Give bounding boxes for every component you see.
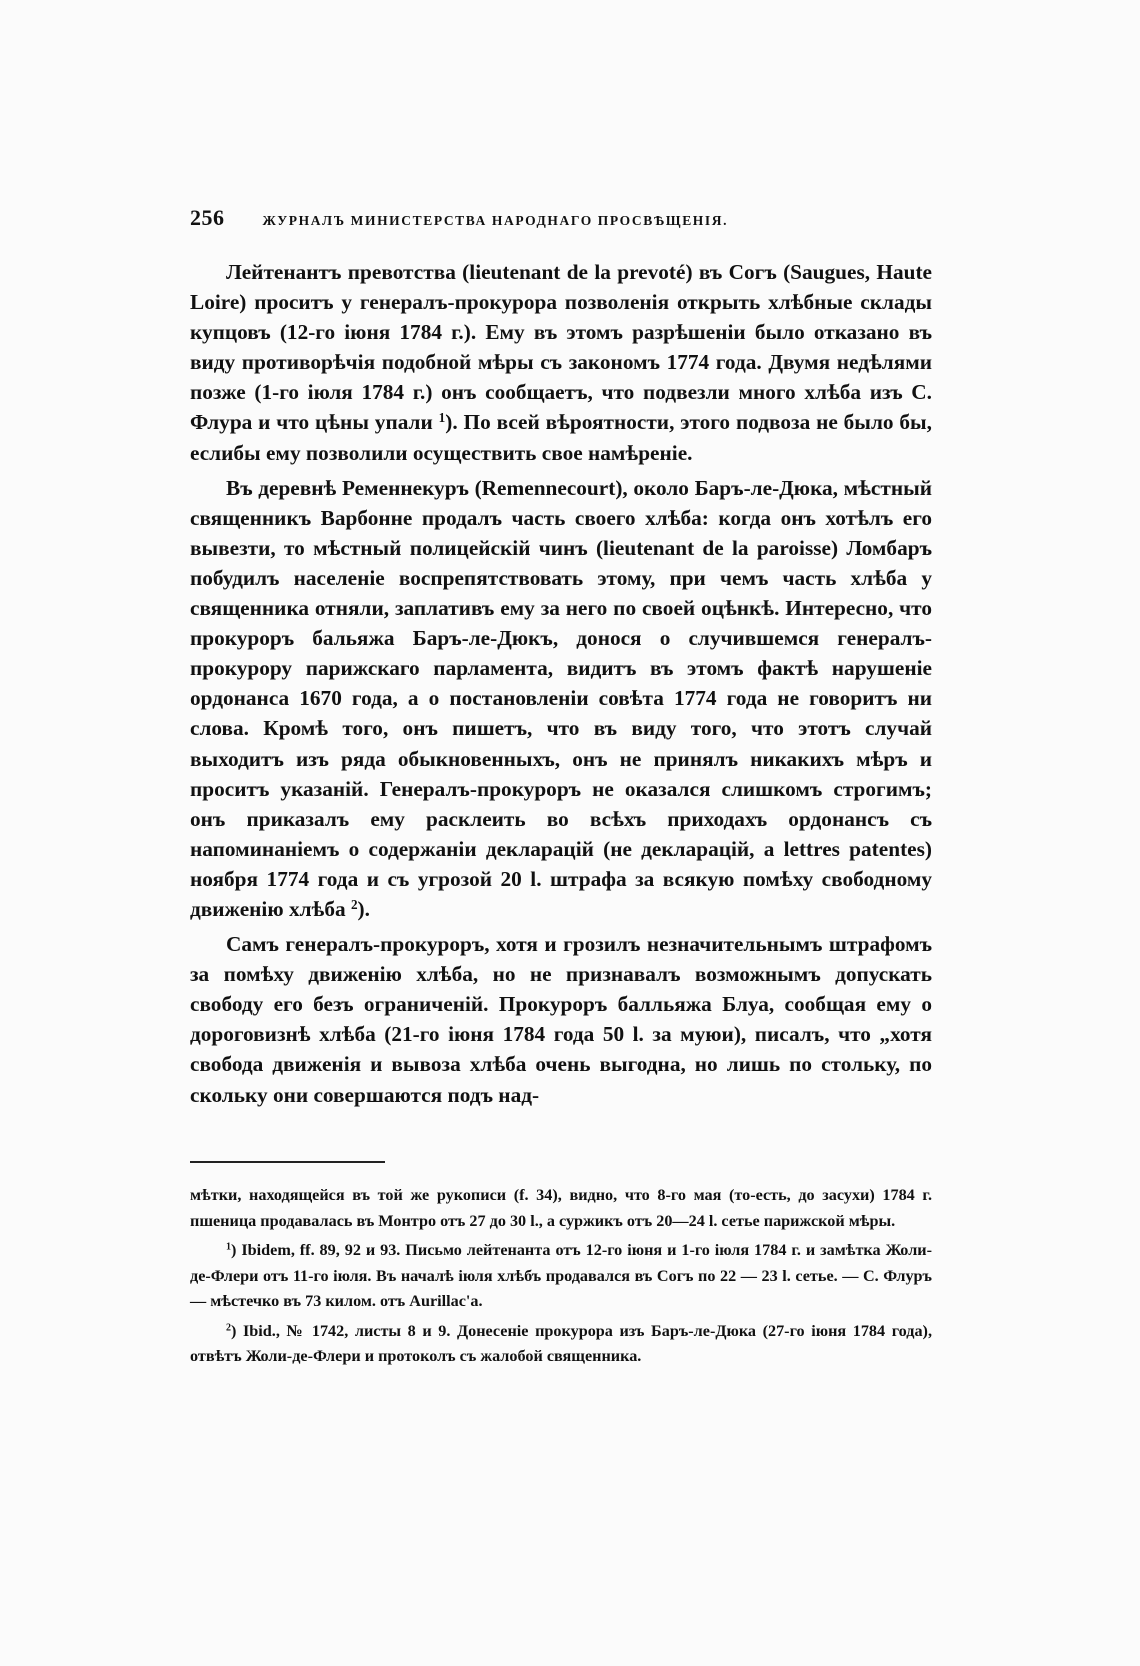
footnote: $^2$) Ibid., № 1742, листы 8 и 9. Донесеніе прокурора изъ Баръ-ле-Дюка (27-го іюня 1784 года), отвѣтъ Жоли-де-Флери и протоколъ съ жалобой священника. [190,1321,932,1365]
footnote: $^1$) Ibidem, ff. 89, 92 и 93. Письмо лейтенанта отъ 12-го іюня и 1-го іюля 1784 г. и замѣтка Жоли-де-Флери отъ 11-го іюля. Въ началѣ іюля хлѣбъ продавался въ Согъ по 22 — 23 l. сетье. — С. Флуръ — мѣстечко въ 73 килом. отъ Aurillac'a. [190,1241,932,1310]
paragraph: Лейтенантъ превотства (lieutenant de la prevoté) въ Согъ (Saugues, Haute Loire) проситъ у генералъ-прокурора позволенія открыть хлѣбные склады купцовъ (12-го іюня 1784 г.). Ему въ этомъ разрѣшеніи было отказано въ виду противорѣчія подобной мѣры съ закономъ 1774 года. Двумя недѣлями позже (1-го іюля 1784 г.) онъ сообщаетъ, что подвезли много хлѣба изъ С. Флура и что цѣны упали $^1$). По всей вѣроятности, этого подвоза не было бы, еслибы ему позволили осуществить свое намѣреніе. [190,260,932,465]
footnote-marker: 1 [226,1241,232,1253]
paragraph: Самъ генералъ-прокуроръ, хотя и грозилъ незначительнымъ штрафомъ за помѣху движенію хлѣба, но не признавалъ возможнымъ допускать свободу его безъ ограниченій. Прокуроръ балльяжа Блуа, сообщая ему о дороговизнѣ хлѣба (21-го іюня 1784 года 50 l. за муюи), писалъ, что „хотя свобода движенія и вывоза хлѣба очень выгодна, но лишь по стольку, по скольку они совершаются подъ над- [190,932,932,1107]
footnotes [190,1183,932,1370]
page-header [190,205,935,235]
main-text [190,257,932,1110]
running-title: ЖУРНАЛЪ МИНИСТЕРСТВА НАРОДНАГО ПРОСВѢЩЕНІЯ. [262,213,729,228]
footnote-marker: 2 [226,1321,232,1333]
paragraph: Въ деревнѣ Ременнекуръ (Remennecourt), около Баръ-ле-Дюка, мѣстный священникъ Варбонне продалъ часть своего хлѣба: когда онъ хотѣлъ его вывезти, то мѣстный полицейскій чинъ (lieutenant de la paroisse) Ломбаръ побудилъ населеніе воспрепятствовать этому, при чемъ часть хлѣба у священника отняли, заплативъ ему за него по своей оцѣнкѣ. Интересно, что прокуроръ бальяжа Баръ-ле-Дюкъ, донося о случившемся генералъ-прокурору парижскаго парламента, видитъ въ этомъ фактѣ нарушеніе ордонанса 1670 года, а о постановленіи совѣта 1774 года не говоритъ ни слова. Кромѣ того, онъ пишетъ, что въ виду того, что этотъ случай выходитъ изъ ряда обыкновенныхъ, онъ не принялъ никакихъ мѣръ и проситъ указаній. Генералъ-прокуроръ не оказался слишкомъ строгимъ; онъ приказалъ ему расклеить во всѣхъ приходахъ ордонансъ съ напоминаніемъ о содержаніи декларацій (не декларацій, а lettres patentes) ноября 1774 года и съ угрозой 20 l. штрафа за всякую помѣху свободному движенію хлѣба $^2$). [190,475,932,921]
footnote-ref[interactable]: 2 [350,896,358,912]
footnote-continuation: мѣтки, находящейся въ той же рукописи (f. 34), видно, что 8-го мая (то-есть, до засухи) 1784 г. пшеница продавалась въ Монтро отъ 27 до 30 l., а суржикъ отъ 20—24 l. сетье парижской мѣры. [190,1186,932,1230]
footnote-divider [190,1161,385,1163]
page-number: 256 [190,205,225,230]
footnote-ref[interactable]: 1 [438,410,446,426]
